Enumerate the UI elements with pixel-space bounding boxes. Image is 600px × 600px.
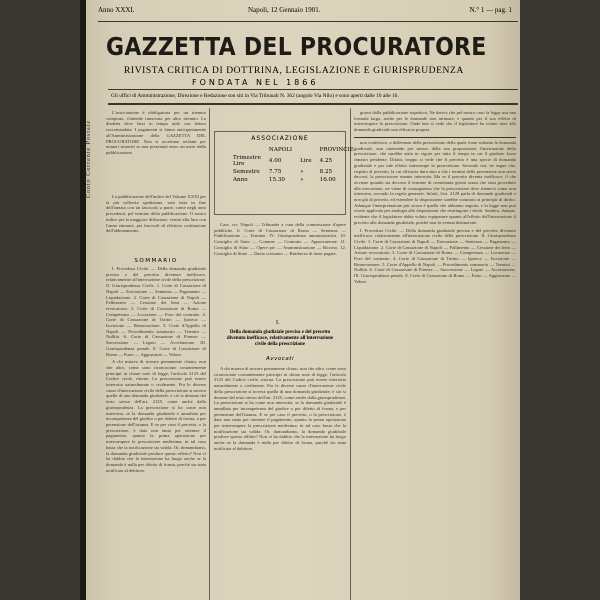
column3-body-text: non conferisce, a differenza della prescrizione della quale fosse soltanto la domanda giudiziale, non ottenendo per mezzo della sua proposizione l'interruzione della prescrizione, che sarebbe stata in vigore per tutto il tempo in cui il giudizio fosse rimasto pendente. Difatti, troppo si vede che il precetto è una specie di domanda giudiziale e per tale effetto interrompe la prescrizione. Secondo noi, ne segue che, rispetto al precetto, la cui efficacia dura sino a che i termini della perenzione non sieno decorsi, la prescrizione rimane interrotta. Ma se il precetto diventa inefficace, il che avviene quando sia decorso il termine di centottanta giorni senza che siasi proceduto alla esecuzione, ne viene di conseguenza che la prescrizione deve ritenersi come non interrotta, secondo la regola generale. Infatti, l'art. 2128 parla di domande giudiziali e non già di precetti, ed estendere la disposizione sarebbe contrario ai principii di diritto. Adunque l'interpretazione più sicura è quella che abbiamo seguita, e la legge non può essere applicata per analogia alle disposizioni che restringono i diritti. Sembra, dunque, evidente che il legislatore abbia voluto equiparare quanto all'effetto dell'interruzione il precetto alla domanda giudiziale, poichè non fa veruna distinzione. xyxy=(354,140,516,225)
binding-spine xyxy=(80,0,86,600)
masthead-rule xyxy=(108,89,518,90)
column3-body-text-cont: I. Procedura Civile. — Della domanda giudiziale precisa e del precetto divenuto inefficace, relativamente all'interruzione civile della prescrizione. II. Giurisprudenza Civile. 1. Corte di Cassazione di Napoli — Esecuzione — Sentenza — Pagamento — Liquidazione. 2. Corte di Cassazione di Napoli — Fallimento — Cessione dei beni — Azione revocatoria. 3. Corte di Cassazione di Roma — Competenza — Locazione — Foro del contratto. 4. Corte di Cassazione di Torino — Ipoteca — Iscrizione — Rinnovazione. 5. Corte d'Appello di Napoli — Procedimento sommario — Termini — Nullità. 6. Corte di Cassazione di Firenze — Successione — Legato — Accettazione. III. Giurisprudenza penale. 8. Corte di Cassazione di Roma — Furto — Aggravante — Valore. xyxy=(354,227,516,284)
subscription-row: Semestre 7.75 » 8.25 xyxy=(233,169,333,175)
col-napoli-header: NAPOLI xyxy=(268,147,293,153)
column2-article xyxy=(214,366,346,600)
column2-article-text: A chi mirava di trovare pienamente chiaro, non che altro, come sono riconosciute costantemente principii in chiare note di legge, l'articolo 2125 del Codice civile, ritorna. La prescrizione può essere interrotta naturalmente o civilmente. Fra le diverse cause d'interruzione civile della prescrizione si novera quella di una domanda giudiziale, e ciò si desume dal testo stesso dell'art. 2125, come anche dalla giurisprudenza. La prescrizione si ha come non interrotta, se la domanda giudiziale è annullata per incompetenza del giudice o per difetto di forma, o per perenzione dell'istanza. E se per caso il precetto, o la prescrizione, è dato non tanto per ottenere il pagamento, quanto la prima operazione per interrompere la prescrizione medesima; in tal caso basta che la notificazione sia valida. Or, domandiamo, la domanda giudiziale produce questo effetto? Non vi ha dubbio che la interruzione ha luogo anche se la domanda è nulla per difetto di forma, purché sia stata notificata al debitore. xyxy=(214,366,346,451)
page-header xyxy=(98,6,512,18)
column-divider-1 xyxy=(209,108,210,600)
masthead-subtitle: RIVISTA CRITICA DI DOTTRINA, LEGISLAZIONE E GIURISPRUDENZA xyxy=(124,66,464,76)
subscription-heading: ASSOCIAZIONE xyxy=(251,135,309,142)
subscription-box xyxy=(214,131,354,215)
header-place-date: Napoli, 12 Gennaio 1901. xyxy=(248,6,321,14)
col-provincie-header: PROVINCIE xyxy=(319,147,354,153)
section-roman: I. xyxy=(276,320,280,326)
column1-intro-text: La pubblicazione dell'indice del Volume XXXI per la più sollecita spedizione, sarà fatta in fine dell'annata con un fascicolo a parte, come negli anni precedenti, pel termine della pubblicazione. Il nostro indice per la maggiore diffusione, venire alla luce con l'anno entrante, pei fascicoli di effettiva costituzione dell'abbonamento. xyxy=(106,194,206,234)
subscription-row: Anno 15.30 » 16.00 xyxy=(233,177,336,183)
sommario-heading: SOMMARIO xyxy=(134,258,178,264)
side-label: Conto Corrente Postale xyxy=(86,120,92,198)
column2-top-text: Cass. civ. Napoli — Tribunale a cura della commissione d'opere pubbliche. 6. Corte di Cassazione di Roma — Sentenza — Pubblicazione — Termine. IV. Giurisprudenza amministrativa. 10. Consiglio di Stato — Comune — Contratto — Approvazione. 11. Consiglio di Stato — Opere pie — Amministrazione — Ricorso. 12. Consiglio di Stato — Dazio consumo — Rimborso di tasse pagate. xyxy=(214,222,346,256)
column3-top-text: giorni dalla pubblicazione rispettiva. Ne deriva che pel nostro caso la legge usa una formula larga, anche per le domande non intimate, e quanto per il suo effetto di interrompere la prescrizione. Onde ben si vede che il legislatore ha voluto dare alla domanda giudiziale una efficacia propria. xyxy=(354,110,516,133)
column2-top xyxy=(214,222,346,314)
masthead-founded: FONDATA NEL 1866 xyxy=(192,78,319,87)
sommario-text-cont: A chi mirava di trovare pienamente chiaro, non che altro, come sono riconosciute costantemente principii in chiare note di legge, l'articolo 2125 del Codice civile, ritorna. La prescrizione può essere interrotta naturalmente o civilmente. Fra le diverse cause d'interruzione civile della prescrizione si novera quella di una domanda giudiziale, e ciò si desume dal testo stesso dell'art. 2125, come anche dalla giurisprudenza. La prescrizione si ha come non interrotta, se la domanda giudiziale è annullata per incompetenza del giudice o per difetto di forma, o per perenzione dell'istanza. E se per caso il precetto, o la prescrizione, è dato non tanto per ottenere il pagamento, quanto la prima operazione per interrompere la prescrizione medesima; in tal caso basta che la notificazione sia valida. Or, domandiamo, la domanda giudiziale produce questo effetto? Non vi ha dubbio che la interruzione ha luogo anche se la domanda è nulla per difetto di forma, purché sia stata notificata al debitore. xyxy=(106,359,206,473)
header-year: Anno XXXI. xyxy=(98,6,135,14)
header-rule xyxy=(98,21,518,22)
column3-top xyxy=(354,110,516,134)
column1-notice-text: L'associazione è obbligatoria per un triennio compiuto, s'intende rinnovata per altro triennio. La disdetta deve farsi in tempo utile con lettera raccomandata. I pagamenti si fanno anticipatamente all'Amministrazione della GAZZETTA DEL PROCURATORE. Non si accettano reclami per numeri smarriti se non presentati entro un mese dalla pubblicazione. xyxy=(106,110,206,155)
column1-notice xyxy=(106,110,206,188)
column1-intro xyxy=(106,194,206,254)
column3-rule xyxy=(354,137,516,138)
article-title: Della domanda giudiziale precisa e del precetto divenuto inefficace, relativamente all'interruzione civile della prescrizione xyxy=(226,330,334,348)
sommario-text: I. Procedura Civile. — Della domanda giudiziale precisa e del precetto divenuto inefficace, relativamente all'interruzione civile della prescrizione. II. Giurisprudenza Civile. 1. Corte di Cassazione di Napoli — Esecuzione — Sentenza — Pagamento — Liquidazione. 2. Corte di Cassazione di Napoli — Fallimento — Cessione dei beni — Azione revocatoria. 3. Corte di Cassazione di Roma — Competenza — Locazione — Foro del contratto. 4. Corte di Cassazione di Torino — Ipoteca — Iscrizione — Rinnovazione. 5. Corte d'Appello di Napoli — Procedimento sommario — Termini — Nullità. 6. Corte di Cassazione di Firenze — Successione — Legato — Accettazione. III. Giurisprudenza penale. 8. Corte di Cassazione di Roma — Furto — Aggravante — Valore. xyxy=(106,266,206,357)
office-line: Gli uffici di Amministrazione, Direzione e Redazione son siti in Via Tribunali N. 362 (angolo Via Nilo) e sono aperti dalle 10 alle 16. xyxy=(111,93,399,99)
subscription-row: Trimestre Lire 4.00 Lire 4.25 xyxy=(233,155,333,167)
masthead-title: GAZZETTA DEL PROCURATORE xyxy=(106,32,487,61)
subscription-table xyxy=(229,146,358,184)
column1-sommario xyxy=(106,266,206,600)
header-number-page: N.° 1 — pag. 1 xyxy=(469,6,512,14)
column3-body xyxy=(354,140,516,600)
article-author: Avvocati xyxy=(265,356,295,362)
office-rule xyxy=(108,103,518,105)
